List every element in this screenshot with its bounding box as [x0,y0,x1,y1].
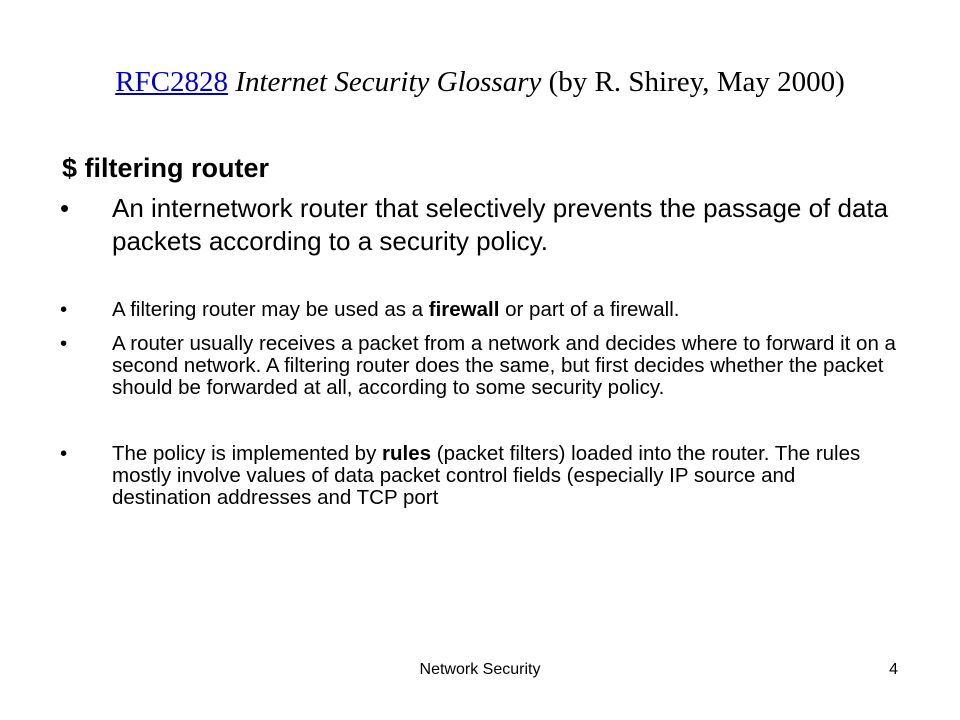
bullet-icon: • [60,193,70,223]
definition-bullet [60,192,900,258]
rfc-link[interactable]: RFC2828 [115,66,229,98]
glossary-term: $ filtering router [62,153,270,183]
list-item [60,299,900,321]
footer-label: Network Security [419,661,541,678]
page-number: 4 [889,661,898,678]
title-attribution: (by R. Shirey, May 2000) [548,66,845,98]
glossary-title: Internet Security Glossary [235,66,542,98]
bullet-icon: • [60,298,68,321]
bullet-text: A filtering router may be used as a firewall or part of a firewall. [112,298,680,321]
list-item [60,333,900,399]
bullet-icon: • [60,332,68,355]
list-item [60,443,900,509]
bullet-text: The policy is implemented by rules (packet filters) loaded into the router. The rules mostly involve values of data packet control fields (especially IP source and destination addresses and TCP port [112,442,861,509]
definition-text: An internetwork router that selectively prevents the passage of data packets according to a security policy. [112,193,889,256]
bullet-icon: • [60,442,68,465]
slide-title [0,62,960,102]
keyword-rules: rules [382,442,432,465]
keyword-firewall: firewall [428,298,500,321]
bullet-text: A router usually receives a packet from a network and decides where to forward it on a second network. A filtering router does the same, but first decides whether the packet should be forwarded at all, according to some security policy. [112,332,896,399]
